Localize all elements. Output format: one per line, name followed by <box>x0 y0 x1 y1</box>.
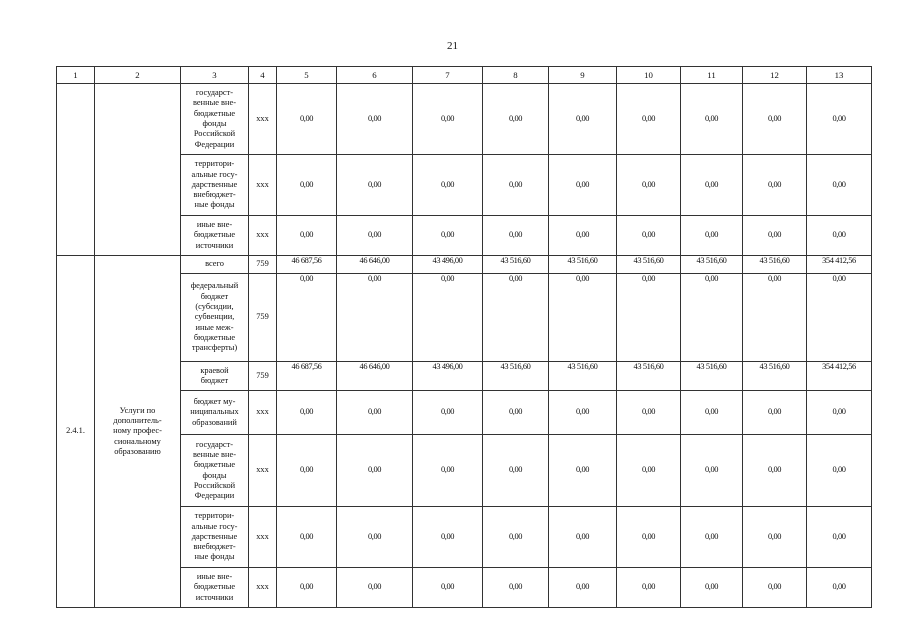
amount-cell: 0,00 <box>617 391 681 435</box>
section-number: 2.4.1. <box>57 256 95 608</box>
funding-source-line: бюджет <box>200 291 229 301</box>
amount-cell: 0,00 <box>277 155 337 216</box>
funding-source-line: бюджетные <box>193 108 236 118</box>
amount-cell: 0,00 <box>483 274 549 362</box>
column-number: 11 <box>681 67 743 84</box>
funding-source-line: субвенции, <box>194 312 235 322</box>
funding-source <box>181 568 249 608</box>
funding-source-line: территори- <box>194 159 235 169</box>
amount-cell: 43 516,60 <box>617 256 681 274</box>
funding-source-line: (субсидии, <box>195 302 234 312</box>
column-number: 1 <box>57 67 95 84</box>
amount-cell: 0,00 <box>277 391 337 435</box>
column-number-row <box>57 67 872 84</box>
funding-source-line: бюджетные <box>193 332 236 342</box>
funding-source <box>181 155 249 216</box>
amount-cell: 354 412,56 <box>807 362 872 391</box>
amount-cell: 0,00 <box>681 155 743 216</box>
funding-source-line: источники <box>195 592 234 602</box>
funding-source-line: венные вне- <box>193 98 236 108</box>
service-name-line: дополнитель- <box>113 416 162 426</box>
amount-cell: 43 516,60 <box>681 362 743 391</box>
amount-cell: 0,00 <box>807 274 872 362</box>
amount-cell: 0,00 <box>681 435 743 507</box>
amount-cell: 0,00 <box>743 507 807 568</box>
amount-cell: 0,00 <box>337 391 413 435</box>
amount-cell: 0,00 <box>277 435 337 507</box>
code-cell: 759 <box>249 362 277 391</box>
code-cell: ххх <box>249 435 277 507</box>
funding-source-line: Российской <box>193 480 236 490</box>
amount-cell: 0,00 <box>807 435 872 507</box>
column-number: 2 <box>95 67 181 84</box>
column-number: 7 <box>413 67 483 84</box>
amount-cell: 0,00 <box>681 84 743 155</box>
row-number-cell <box>57 84 95 256</box>
amount-cell: 0,00 <box>277 507 337 568</box>
amount-cell: 0,00 <box>807 155 872 216</box>
amount-cell: 0,00 <box>549 507 617 568</box>
amount-cell: 354 412,56 <box>807 256 872 274</box>
amount-cell: 0,00 <box>277 84 337 155</box>
funding-source-line: краевой <box>200 365 229 375</box>
funding-source-line: бюджетные <box>193 460 236 470</box>
amount-cell: 43 516,60 <box>483 362 549 391</box>
budget-table <box>56 66 872 608</box>
amount-cell: 43 516,60 <box>549 256 617 274</box>
funding-source-line: Российской <box>193 129 236 139</box>
funding-source-line: альные госу- <box>191 169 238 179</box>
amount-cell: 0,00 <box>337 435 413 507</box>
amount-cell: 0,00 <box>617 435 681 507</box>
funding-source-line: бюджет му- <box>193 397 236 407</box>
amount-cell: 0,00 <box>617 274 681 362</box>
service-name-line: Услуги по <box>119 405 156 415</box>
funding-source <box>181 256 249 274</box>
amount-cell: 0,00 <box>483 391 549 435</box>
code-cell: 759 <box>249 256 277 274</box>
funding-source <box>181 84 249 155</box>
funding-source <box>181 274 249 362</box>
column-number: 12 <box>743 67 807 84</box>
amount-cell: 0,00 <box>337 84 413 155</box>
amount-cell: 0,00 <box>549 84 617 155</box>
funding-source-line: иные меж- <box>195 322 234 332</box>
funding-source <box>181 435 249 507</box>
funding-source-line: дарственные <box>191 531 238 541</box>
amount-cell: 0,00 <box>681 568 743 608</box>
funding-source-line: бюджетные <box>193 230 236 240</box>
amount-cell: 0,00 <box>337 274 413 362</box>
amount-cell: 0,00 <box>681 507 743 568</box>
amount-cell: 0,00 <box>617 216 681 256</box>
funding-source-line: источники <box>195 240 234 250</box>
amount-cell: 0,00 <box>337 155 413 216</box>
amount-cell: 0,00 <box>483 155 549 216</box>
funding-source-line: государст- <box>195 439 234 449</box>
funding-source-line: иные вне- <box>196 572 233 582</box>
amount-cell: 0,00 <box>743 84 807 155</box>
funding-source-line: территори- <box>194 511 235 521</box>
amount-cell: 0,00 <box>807 507 872 568</box>
table-row <box>57 84 872 155</box>
amount-cell: 46 646,00 <box>337 362 413 391</box>
amount-cell: 0,00 <box>549 391 617 435</box>
column-number: 13 <box>807 67 872 84</box>
amount-cell: 0,00 <box>277 274 337 362</box>
amount-cell: 0,00 <box>681 391 743 435</box>
amount-cell: 43 516,60 <box>483 256 549 274</box>
amount-cell: 0,00 <box>413 155 483 216</box>
amount-cell: 0,00 <box>617 568 681 608</box>
amount-cell: 43 516,60 <box>743 256 807 274</box>
amount-cell: 0,00 <box>277 568 337 608</box>
amount-cell: 0,00 <box>743 155 807 216</box>
funding-source <box>181 362 249 391</box>
service-name <box>95 256 181 608</box>
code-cell: ххх <box>249 216 277 256</box>
funding-source <box>181 391 249 435</box>
amount-cell: 0,00 <box>807 391 872 435</box>
amount-cell: 0,00 <box>807 84 872 155</box>
amount-cell: 0,00 <box>743 391 807 435</box>
amount-cell: 43 516,60 <box>549 362 617 391</box>
page-number: 21 <box>447 40 458 52</box>
column-number: 3 <box>181 67 249 84</box>
column-number: 6 <box>337 67 413 84</box>
amount-cell: 0,00 <box>413 435 483 507</box>
funding-source <box>181 507 249 568</box>
amount-cell: 0,00 <box>483 435 549 507</box>
amount-cell: 0,00 <box>743 274 807 362</box>
amount-cell: 0,00 <box>743 435 807 507</box>
amount-cell: 0,00 <box>743 568 807 608</box>
amount-cell: 0,00 <box>743 216 807 256</box>
service-name-line: ному профес- <box>113 426 162 436</box>
amount-cell: 0,00 <box>413 568 483 608</box>
amount-cell: 0,00 <box>549 216 617 256</box>
funding-source-line: Федерации <box>194 139 235 149</box>
code-cell: 759 <box>249 274 277 362</box>
amount-cell: 0,00 <box>483 216 549 256</box>
amount-cell: 0,00 <box>413 216 483 256</box>
code-cell: ххх <box>249 568 277 608</box>
column-number: 9 <box>549 67 617 84</box>
amount-cell: 43 516,60 <box>681 256 743 274</box>
service-name-line: образованию <box>114 446 161 456</box>
amount-cell: 43 496,00 <box>413 362 483 391</box>
funding-source-line: венные вне- <box>193 449 236 459</box>
amount-cell: 0,00 <box>549 274 617 362</box>
amount-cell: 0,00 <box>337 216 413 256</box>
funding-source-line: дарственные <box>191 179 238 189</box>
amount-cell: 0,00 <box>617 84 681 155</box>
amount-cell: 0,00 <box>413 84 483 155</box>
amount-cell: 43 516,60 <box>743 362 807 391</box>
funding-source-line: трансферты) <box>191 343 238 353</box>
amount-cell: 43 516,60 <box>617 362 681 391</box>
amount-cell: 0,00 <box>681 274 743 362</box>
column-number: 5 <box>277 67 337 84</box>
table-row <box>57 256 872 274</box>
amount-cell: 0,00 <box>337 507 413 568</box>
amount-cell: 0,00 <box>483 568 549 608</box>
amount-cell: 0,00 <box>807 568 872 608</box>
funding-source-line: фонды <box>202 470 227 480</box>
funding-source-line: образований <box>192 417 237 427</box>
funding-source-line: внебюджет- <box>193 190 236 200</box>
code-cell: ххх <box>249 391 277 435</box>
funding-source-line: государст- <box>195 88 234 98</box>
amount-cell: 43 496,00 <box>413 256 483 274</box>
amount-cell: 0,00 <box>617 507 681 568</box>
funding-source-line: альные госу- <box>191 521 238 531</box>
amount-cell: 0,00 <box>617 155 681 216</box>
funding-source-line: иные вне- <box>196 220 233 230</box>
column-number: 10 <box>617 67 681 84</box>
code-cell: ххх <box>249 84 277 155</box>
amount-cell: 0,00 <box>413 391 483 435</box>
code-cell: ххх <box>249 507 277 568</box>
amount-cell: 0,00 <box>681 216 743 256</box>
funding-source-line: федеральный <box>190 281 239 291</box>
column-number: 4 <box>249 67 277 84</box>
amount-cell: 46 646,00 <box>337 256 413 274</box>
funding-source-line: фонды <box>202 119 227 128</box>
amount-cell: 46 687,56 <box>277 362 337 391</box>
amount-cell: 0,00 <box>807 216 872 256</box>
code-cell: ххх <box>249 155 277 216</box>
funding-source-line: всего <box>205 259 224 269</box>
amount-cell: 0,00 <box>337 568 413 608</box>
funding-source-line: Федерации <box>194 491 235 501</box>
funding-source <box>181 216 249 256</box>
service-name-line: сиональному <box>114 436 161 446</box>
funding-source-line: внебюджет- <box>193 542 236 552</box>
amount-cell: 0,00 <box>277 216 337 256</box>
funding-source-line: ные фонды <box>194 200 235 210</box>
amount-cell: 0,00 <box>413 274 483 362</box>
amount-cell: 46 687,56 <box>277 256 337 274</box>
service-name-cell <box>95 84 181 256</box>
amount-cell: 0,00 <box>549 155 617 216</box>
funding-source-line: бюджетные <box>193 582 236 592</box>
amount-cell: 0,00 <box>483 507 549 568</box>
funding-source-line: ные фонды <box>194 552 235 562</box>
funding-source-line: бюджет <box>200 376 229 385</box>
amount-cell: 0,00 <box>483 84 549 155</box>
amount-cell: 0,00 <box>413 507 483 568</box>
funding-source-line: ниципальных <box>190 407 239 417</box>
amount-cell: 0,00 <box>549 568 617 608</box>
column-number: 8 <box>483 67 549 84</box>
amount-cell: 0,00 <box>549 435 617 507</box>
